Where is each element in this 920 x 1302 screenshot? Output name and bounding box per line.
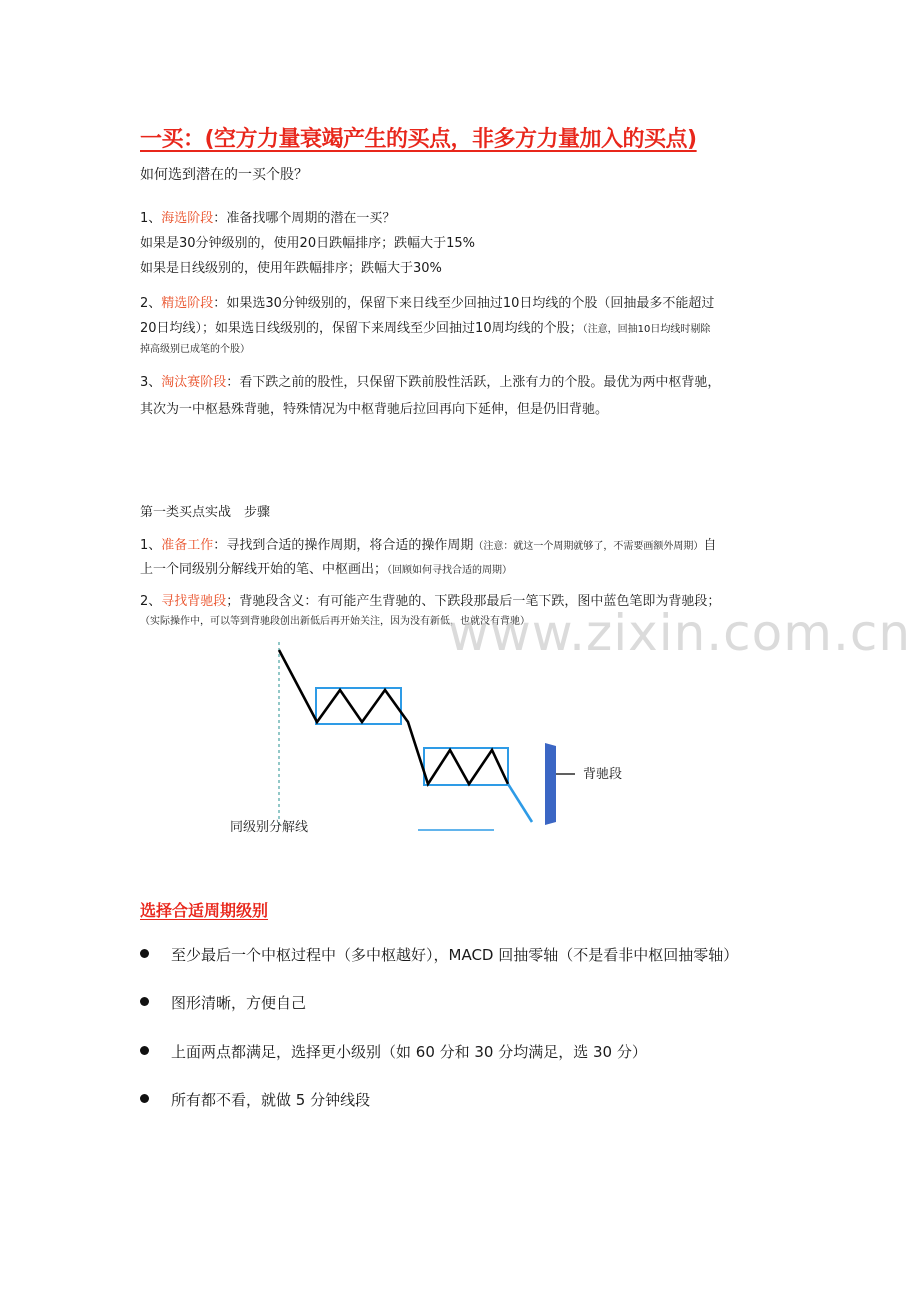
step-number: 3、: [140, 375, 162, 390]
step-text: 看下跌之前的股性，只保留下跌前股性活跃，上涨有力的个股。最优为两中枢背驰，: [239, 375, 721, 390]
step-text: 准备找哪个周期的潜在一买？: [226, 211, 396, 226]
step-sep: ：: [226, 375, 240, 390]
step-sep: ：: [213, 538, 227, 553]
step-2-line-3: 掉高级别已成笔的个股）: [140, 344, 250, 355]
downtrend-pen: [279, 650, 508, 784]
step-text: 寻找到合适的操作周期，将合适的操作周期: [226, 538, 474, 553]
step-sep: ；: [226, 594, 240, 609]
step-number: 2、: [140, 296, 162, 311]
question-text: 如何选到潜在的一买个股？: [140, 167, 308, 183]
s2-step-2-note: （实际操作中，可以等到背驰段创出新低后再开始关注，因为没有新低，也就没有背驰）: [140, 616, 530, 627]
list-item-text: 图形清晰，方便自己: [171, 994, 307, 1012]
list-item: [140, 1089, 370, 1110]
step-text: 20日均线）；如果选日线级别的，保留下来周线至少回抽过10周均线的个股；: [140, 321, 583, 336]
step-name: 准备工作: [161, 538, 214, 553]
step-1-line-2: 如果是30分钟级别的，使用20日跌幅排序；跌幅大于15%: [140, 236, 475, 251]
step-sep: ：: [213, 211, 227, 226]
list-item-text: 上面两点都满足，选择更小级别（如 60 分和 30 分均满足，选 30 分）: [171, 1043, 647, 1061]
step-number: 2、: [140, 594, 162, 609]
section-3-title: 选择合适周期级别: [140, 901, 269, 920]
list-item: [140, 992, 306, 1013]
list-item: [140, 1041, 647, 1062]
step-name: 淘汰赛阶段: [161, 375, 227, 390]
bullet-icon: [140, 1094, 149, 1103]
divergence-label: 背驰段: [583, 767, 623, 782]
step-text: 上一个同级别分解线开始的笔、中枢画出；: [140, 562, 388, 577]
divergence-bracket: [545, 743, 556, 825]
step-number: 1、: [140, 211, 162, 226]
step-text: 自: [703, 538, 717, 553]
list-item: [140, 944, 738, 965]
bullet-icon: [140, 1046, 149, 1055]
divergence-pen: [508, 784, 532, 822]
list-item-text: 所有都不看，就做 5 分钟线段: [171, 1091, 371, 1109]
step-text: 如果选30分钟级别的，保留下来日线至少回抽过10日均线的个股（回抽最多不能超过: [226, 296, 715, 311]
step-sep: ：: [213, 296, 227, 311]
list-item-text: 至少最后一个中枢过程中（多中枢越好），MACD 回抽零轴（不是看非中枢回抽零轴）: [171, 946, 739, 964]
page-title: 一买：(空方力量衰竭产生的买点，非多方力量加入的买点): [140, 127, 697, 152]
step-name: 海选阶段: [161, 211, 214, 226]
step-3-line-2: 其次为一中枢悬殊背驰，特殊情况为中枢背驰后拉回再向下延伸，但是仍旧背驰。: [140, 402, 609, 417]
step-name: 寻找背驰段: [161, 594, 227, 609]
watermark: www.zixin.com.cn: [448, 604, 912, 662]
bullet-icon: [140, 949, 149, 958]
divider-label: 同级别分解线: [230, 820, 309, 835]
step-1-line-3: 如果是日线级别的，使用年跌幅排序；跌幅大于30%: [140, 261, 442, 276]
step-note: （回顾如何寻找合适的周期）: [387, 565, 513, 576]
step-number: 1、: [140, 538, 162, 553]
step-note: （注意，回抽10日均线时剔除: [582, 324, 711, 335]
section-2-title: 第一类买点实战 步骤: [140, 505, 271, 520]
step-text: 背驰段含义：有可能产生背驰的、下跌段那最后一笔下跌，图中蓝色笔即为背驰段；: [239, 594, 721, 609]
step-note: （注意：就这一个周期就够了，不需要画额外周期）: [473, 541, 704, 552]
bullet-icon: [140, 997, 149, 1006]
step-name: 精选阶段: [161, 296, 214, 311]
